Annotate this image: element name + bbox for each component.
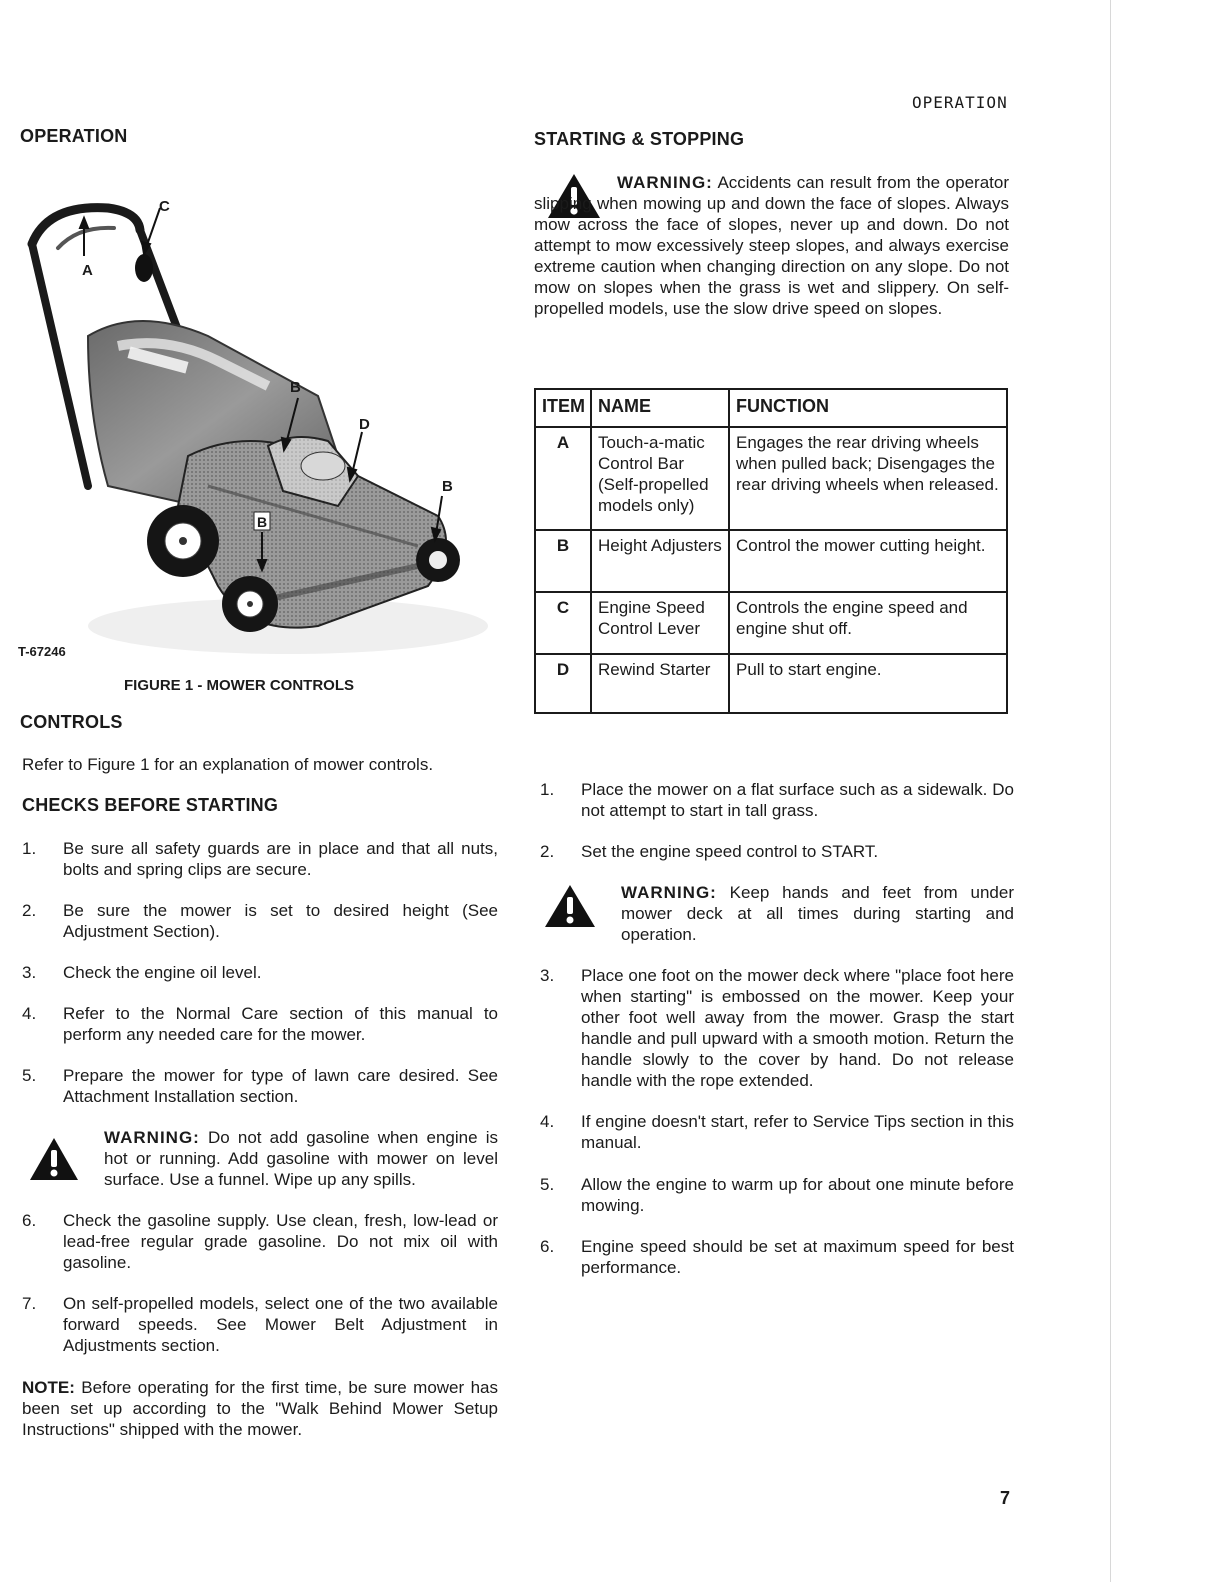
header-name: NAME — [591, 389, 729, 427]
warning-label: WARNING: — [617, 173, 713, 192]
slope-warning — [534, 172, 1009, 319]
check-item-4 — [22, 1003, 498, 1045]
figure-label-b-deck: B — [257, 514, 268, 530]
step-item-2 — [540, 841, 1014, 862]
hands-feet-warning — [621, 882, 1014, 945]
section-title-starting-stopping: STARTING & STOPPING — [534, 129, 745, 149]
step-item-6 — [540, 1236, 1014, 1278]
check-number: 2. — [22, 901, 37, 920]
table-header-row — [535, 389, 1007, 427]
step-text: Allow the engine to warm up for about one minute before mowing. — [581, 1175, 1014, 1215]
row-name: Touch-a-matic Control Bar (Self-propelled models only) — [591, 427, 729, 530]
check-text: Refer to the Normal Care section of this manual to perform any needed care for the mower. — [63, 1004, 498, 1044]
step-number: 3. — [540, 966, 555, 985]
step-text: Set the engine speed control to START. — [581, 842, 879, 861]
controls-heading: CONTROLS — [20, 712, 123, 732]
page-edge-shadow — [1110, 0, 1111, 1582]
warning-icon — [543, 883, 597, 931]
figure-code: T-67246 — [18, 644, 66, 659]
check-item-5 — [22, 1065, 498, 1107]
check-item-3 — [22, 962, 498, 983]
figure-label-b-top: B — [290, 379, 301, 396]
controls-text: Refer to Figure 1 for an explanation of mower controls. — [22, 755, 434, 774]
warning-label: WARNING: — [621, 883, 717, 902]
figure-label-b-right: B — [442, 478, 453, 495]
table-row — [535, 427, 1007, 530]
row-item: C — [535, 592, 591, 654]
running-title: OPERATION — [912, 93, 1008, 112]
step-number: 5. — [540, 1175, 555, 1194]
warning-text: Do not add gasoline when engine is hot or running. Add gasoline with mower on level surface. Use a funnel. Wipe up any spills. — [104, 1128, 498, 1189]
step-text: Place the mower on a flat surface such as a sidewalk. Do not attempt to start in tall grass. — [581, 780, 1014, 820]
header-function: FUNCTION — [729, 389, 1007, 427]
front-wheel-right — [416, 538, 460, 582]
row-name: Rewind Starter — [591, 654, 729, 713]
row-name: Engine Speed Control Lever — [591, 592, 729, 654]
figure-label-d: D — [359, 416, 370, 433]
figure-caption: FIGURE 1 - MOWER CONTROLS — [124, 677, 354, 694]
header-item: ITEM — [535, 389, 591, 427]
check-text: Prepare the mower for type of lawn care desired. See Attachment Installation section. — [63, 1066, 498, 1106]
table-row — [535, 592, 1007, 654]
rear-wheel-left — [147, 505, 219, 577]
table-row — [535, 654, 1007, 713]
step-number: 4. — [540, 1112, 555, 1131]
row-function: Controls the engine speed and engine shut off. — [729, 592, 1007, 654]
step-number: 1. — [540, 780, 555, 799]
check-item-1 — [22, 838, 498, 880]
step-text: Place one foot on the mower deck where "place foot here when starting" is embossed on the mower. Keep your other foot well away from the mower. Grasp the start handle and pull upward with a smooth motion. Return the handle slowly to the cover by hand. Do not release handle with the rope extended. — [581, 966, 1014, 1090]
speed-lever-knob — [135, 254, 153, 282]
step-text: If engine doesn't start, refer to Service Tips section in this manual. — [581, 1112, 1014, 1152]
warning-label: WARNING: — [104, 1128, 200, 1147]
figure-label-c: C — [159, 198, 170, 215]
check-number: 7. — [22, 1294, 37, 1313]
controls-table — [534, 388, 1008, 714]
step-number: 6. — [540, 1237, 555, 1256]
step-item-5 — [540, 1174, 1014, 1216]
page-number: 7 — [1000, 1488, 1011, 1508]
note-label: NOTE: — [22, 1378, 75, 1397]
check-item-6 — [22, 1210, 498, 1273]
table-row — [535, 530, 1007, 592]
row-function: Control the mower cutting height. — [729, 530, 1007, 592]
warning-icon — [28, 1136, 80, 1184]
check-number: 3. — [22, 963, 37, 982]
row-function: Engages the rear driving wheels when pulled back; Disengages the rear driving wheels when released. — [729, 427, 1007, 530]
check-text: On self-propelled models, select one of the two available forward speeds. See Mower Belt Adjustment in Adjustments section. — [63, 1294, 498, 1355]
step-item-4 — [540, 1111, 1014, 1153]
step-text: Engine speed should be set at maximum speed for best performance. — [581, 1237, 1014, 1277]
warning-text: Keep hands and feet from under mower deck at all times during starting and operation. — [621, 883, 1014, 944]
section-title-operation: OPERATION — [20, 126, 128, 146]
figure-label-a: A — [82, 262, 93, 279]
check-text: Check the gasoline supply. Use clean, fresh, low-lead or lead-free regular grade gasoline. Do not mix oil with gasoline. — [63, 1211, 498, 1272]
check-text: Check the engine oil level. — [63, 963, 262, 982]
row-item: B — [535, 530, 591, 592]
note-text: Before operating for the first time, be sure mower has been set up according to the "Walk Behind Mower Setup Instructions" shipped with the mower. — [22, 1378, 498, 1439]
check-text: Be sure the mower is set to desired height (See Adjustment Section). — [63, 901, 498, 941]
step-item-1 — [540, 779, 1014, 821]
row-item: A — [535, 427, 591, 530]
warning-text: Accidents can result from the operator slipping when mowing up and down the face of slopes. Always mow across the face of slopes, never up and down. Do not attempt to mow excessively steep slopes, and always exercise extreme caution when changing direction on any slope. Do not mow on slopes when the grass is wet and slippery. On self-propelled models, use the slow drive speed on slopes. — [534, 173, 1009, 318]
mower-illustration — [18, 186, 498, 666]
check-number: 6. — [22, 1211, 37, 1230]
row-item: D — [535, 654, 591, 713]
setup-note — [22, 1377, 498, 1440]
check-item-7 — [22, 1293, 498, 1356]
front-wheel-left — [222, 576, 278, 632]
step-number: 2. — [540, 842, 555, 861]
step-item-3 — [540, 965, 1014, 1091]
row-function: Pull to start engine. — [729, 654, 1007, 713]
gasoline-warning — [104, 1127, 498, 1190]
checks-heading: CHECKS BEFORE STARTING — [22, 795, 279, 815]
row-name: Height Adjusters — [591, 530, 729, 592]
check-number: 4. — [22, 1004, 37, 1023]
check-text: Be sure all safety guards are in place and that all nuts, bolts and spring clips are secure. — [63, 839, 498, 879]
check-item-2 — [22, 900, 498, 942]
check-number: 5. — [22, 1066, 37, 1085]
check-number: 1. — [22, 839, 37, 858]
